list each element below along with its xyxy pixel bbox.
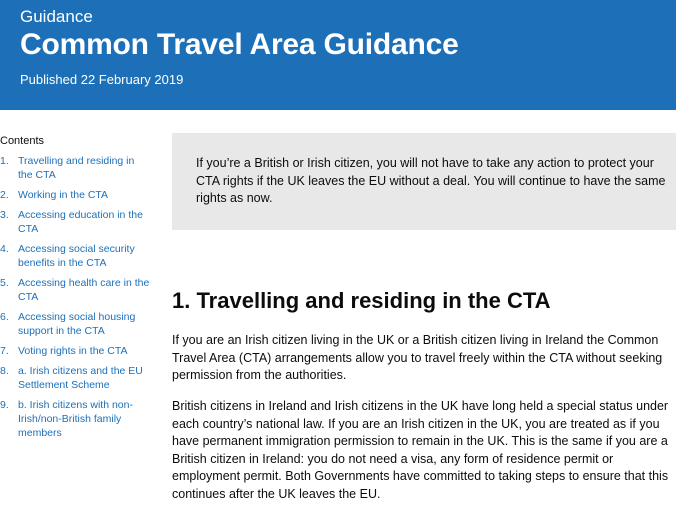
contents-item-social-housing[interactable] (0, 310, 150, 338)
contents-item-label[interactable]: Accessing education in the CTA (18, 209, 143, 235)
contents-item-number: 3. (0, 209, 9, 221)
contents-item-number: 4. (0, 243, 9, 255)
contents-item-number: 5. (0, 277, 9, 289)
contents-item-label[interactable]: b. Irish citizens with non-Irish/non-British family members (18, 399, 133, 439)
contents-item-number: 8. (0, 365, 9, 377)
contents-item-education[interactable] (0, 208, 150, 236)
contents-item-label[interactable]: Accessing social housing support in the CTA (18, 311, 136, 337)
published-date: Published 22 February 2019 (20, 72, 184, 87)
inset-callout (172, 133, 676, 230)
contents-item-label[interactable]: a. Irish citizens and the EU Settlement Scheme (18, 365, 143, 391)
section-heading-travelling: 1. Travelling and residing in the CTA (172, 288, 551, 313)
contents-item-label[interactable]: Travelling and residing in the CTA (18, 155, 135, 181)
contents-item-travelling[interactable] (0, 154, 150, 182)
page-title: Common Travel Area Guidance (20, 28, 459, 61)
contents-item-voting-rights[interactable] (0, 344, 150, 358)
contents-item-label[interactable]: Working in the CTA (18, 189, 109, 201)
contents-item-label[interactable]: Accessing social security benefits in the CTA (18, 243, 135, 269)
contents-item-settlement-scheme[interactable] (0, 364, 150, 392)
page-header (0, 0, 676, 110)
contents-item-label[interactable]: Voting rights in the CTA (18, 345, 128, 357)
document-type-label[interactable]: Guidance (20, 7, 93, 26)
contents-list (0, 154, 150, 440)
contents-item-number: 1. (0, 155, 9, 167)
contents-item-number: 7. (0, 345, 9, 357)
contents-item-social-security[interactable] (0, 242, 150, 270)
inset-text: If you’re a British or Irish citizen, you will not have to take any action to protect your CTA rights if the UK leaves the EU without a deal. You will continue to have the same rights as now. (196, 156, 666, 205)
contents-item-number: 9. (0, 399, 9, 411)
contents-item-working[interactable] (0, 188, 150, 202)
contents-item-label[interactable]: Accessing health care in the CTA (18, 277, 150, 303)
contents-item-number: 2. (0, 189, 9, 201)
section-paragraph: If you are an Irish citizen living in the UK or a British citizen living in Ireland the Common Travel Area (CTA) arrangements allow you to travel freely within the CTA without seeking permission from the authorities. (172, 333, 663, 382)
contents-heading: Contents (0, 135, 45, 147)
contents-item-family-members[interactable] (0, 398, 150, 440)
contents-item-number: 6. (0, 311, 9, 323)
contents-item-health-care[interactable] (0, 276, 150, 304)
section-paragraph: British citizens in Ireland and Irish citizens in the UK have long held a special status under each country’s national law. If you are an Irish citizen in the UK, you are treated as if you have permanent immigration permission to remain in the UK. This is the same if you are a British citizen in Ireland: you do not need a visa, any form of residence permit or employment permit. Both Governments have committed to taking steps to ensure that this continues after the UK leaves the EU. (172, 399, 669, 501)
